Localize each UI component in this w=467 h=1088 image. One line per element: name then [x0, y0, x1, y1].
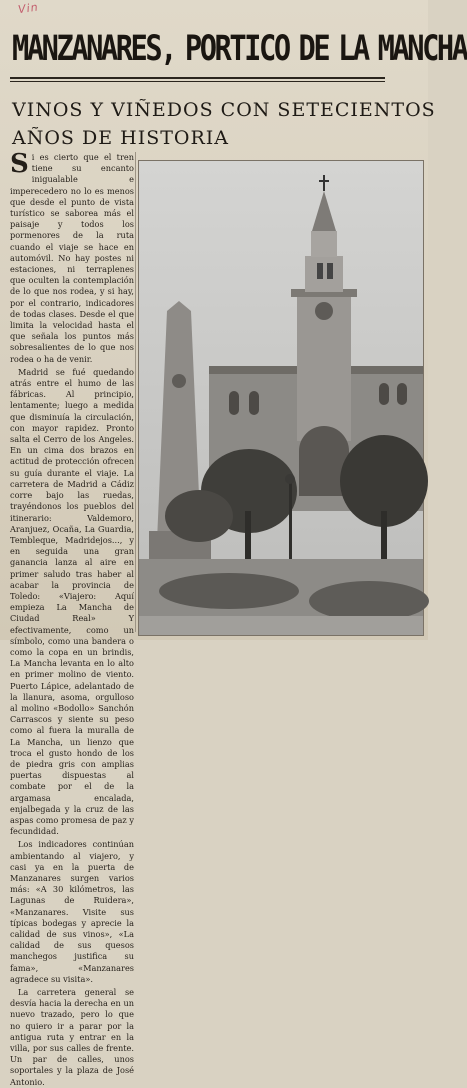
subhead-line-2: AÑOS DE HISTORIA — [12, 127, 229, 149]
headline-rule — [10, 77, 385, 79]
article-paragraph-2: Madrid se fué quedando atrás entre el humo de las fábricas. Al principio, lentamente; luego a medida que disminuía la circulación, con mayor rapidez. Pronto salta el Cerro de los Angeles. En un cima dos brazos en actitud de protección ofrecen su guía durante el viaje. La carretera de Madrid a Cádiz corre bajo las ruedas, trayéndonos los pueblos del itinerario: Valdemoro, Aranjuez, Ocaña, La Guardia, Tembleque, Madridejos..., y en seguida una gran ganancia lanza al aire en primer saludo tras haber al acabar la provincia de Toledo: «Viajero: Aquí empieza La Mancha de Ciudad Real» Y efectivamente, como un símbolo, como una bandera o como la copa en un brindis, La Mancha levanta en lo alto en primer molino de viento. Puerto Lápice, adelantado de la llanura, asoma, orgulloso al molino «Bodollo» Sanchón Carrascos y siente su peso como al fuera la muralla de La Mancha, un lienzo que troca el gusto hondo de los de piedra gris con amplias puertas dispuestas al combate por el de la argamasa encalada, enjalbegada y la cruz de las aspas como promesa de paz y fecundidad. — [10, 366, 134, 837]
headline-rule-thin — [10, 81, 385, 82]
article-body-column — [10, 149, 134, 1087]
paragraph-1-text: i es cierto que el tren tiene su encanto inigualable e imperecedero no lo es menos que desde el punto de vista turístico se saborea más el paisaje y todos los pormenores de la ruta cuando el viaje se hace en automóvil. No hay postes ni estaciones, ni terraplenes que oculten la contemplación de lo que nos rodea, y si hay, por el contrario, indicadores de todas clases. Desde el que limita la velocidad hasta el que señala los puntos más sobresalientes de lo que nos rodea o ha de venir. — [10, 152, 134, 364]
article-subhead — [12, 96, 436, 152]
church-photo — [138, 160, 424, 636]
drop-cap: S — [10, 149, 29, 179]
column-divider — [135, 152, 136, 632]
article-paragraph-1 — [10, 149, 134, 365]
handwritten-stamp: Vin — [17, 0, 40, 17]
article-paragraph-3: Los indicadores continúan ambientando al viajero, y casi ya en la puerta de Manzanares surgen varios más: «A 30 kilómetros, las Lagunas de Ruidera», «Manzanares. Visite sus típicas bodegas y aprecie la calidad de sus vinos», «La calidad de sus quesos manchegos justifica su fama», «Manzanares agradece su visita». — [10, 839, 134, 984]
article-paragraph-4: La carretera general se desvía hacia la derecha en un nuevo trazado, pero lo que no quiero ir a parar por la antigua ruta y entrar en la villa, por sus calles de frente. Un par de calles, unos soportales y la plaza de José Antonio. — [10, 987, 134, 1087]
page-headline: MANZANARES, PORTICO DE LA MANCHA — [12, 29, 467, 69]
tower-clock — [315, 302, 333, 320]
street-lamp — [289, 481, 292, 561]
subhead-line-1: VINOS Y VIÑEDOS CON SETECIENTOS — [12, 99, 436, 121]
photo-illustration — [139, 161, 423, 635]
